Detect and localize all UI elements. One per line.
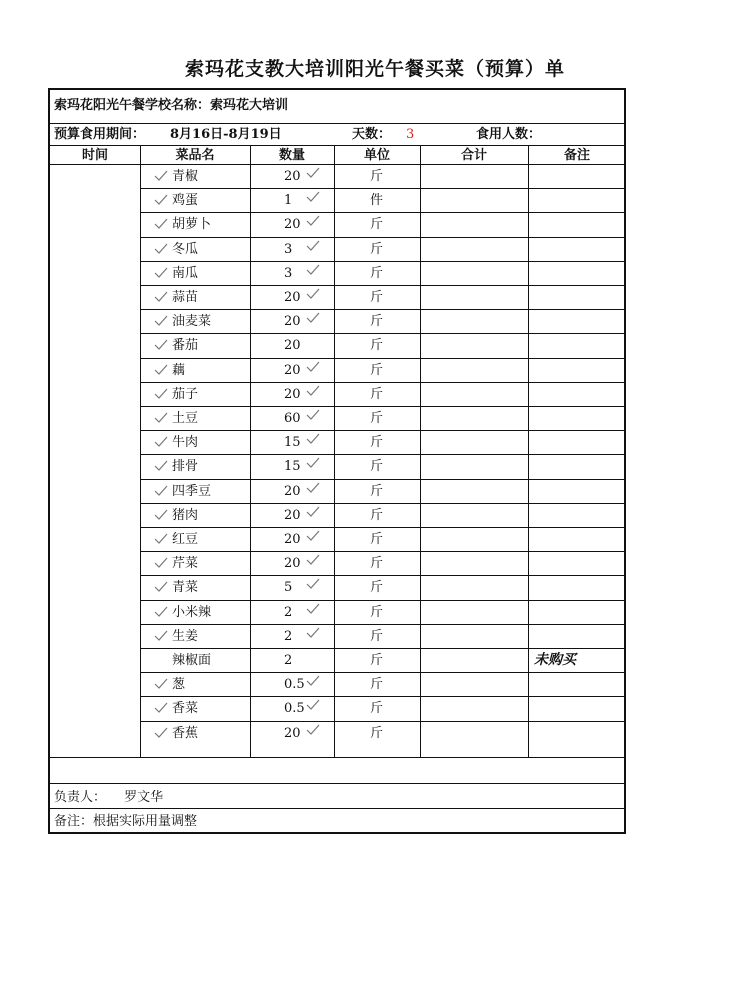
period-row xyxy=(54,127,145,143)
row-line xyxy=(140,382,626,383)
dish-qty: 20 xyxy=(284,338,301,354)
check-mark-icon xyxy=(154,533,168,545)
col-line xyxy=(334,145,335,757)
note-value: 根据实际用量调整 xyxy=(93,814,198,829)
dish-name: 红豆 xyxy=(172,532,199,547)
row-line xyxy=(140,624,626,625)
dish-qty: 20 xyxy=(284,217,301,233)
row-line xyxy=(140,672,626,673)
check-mark-icon xyxy=(154,315,168,327)
divider xyxy=(50,808,626,809)
check-mark-icon xyxy=(306,675,320,687)
row-line xyxy=(140,406,626,407)
note-label: 备注： xyxy=(54,814,94,829)
dish-unit: 斤 xyxy=(370,169,384,184)
dish-remark: 未购买 xyxy=(534,652,576,668)
dish-qty: 20 xyxy=(284,507,301,523)
dish-name: 香蕉 xyxy=(172,725,199,741)
budget-sheet xyxy=(48,88,626,834)
dish-unit: 斤 xyxy=(370,362,384,378)
dish-name: 小米辣 xyxy=(172,604,212,620)
note-row xyxy=(54,814,197,830)
header-total: 合计 xyxy=(460,148,487,163)
check-mark-icon xyxy=(306,724,320,736)
dish-qty: 60 xyxy=(284,411,301,426)
check-mark-icon xyxy=(154,727,168,739)
check-mark-icon xyxy=(306,482,320,494)
dish-qty: 0.5 xyxy=(284,677,305,693)
days-label: 天数： xyxy=(352,127,392,142)
check-mark-icon xyxy=(306,627,320,639)
dish-unit: 斤 xyxy=(370,386,384,402)
dish-qty: 1 xyxy=(284,193,293,209)
dish-unit: 斤 xyxy=(370,604,384,620)
dish-unit: 斤 xyxy=(370,314,384,330)
row-line xyxy=(140,333,626,334)
dish-name: 青菜 xyxy=(172,580,199,596)
row-line xyxy=(140,575,626,576)
check-mark-icon xyxy=(306,288,320,300)
check-mark-icon xyxy=(306,578,320,590)
check-mark-icon xyxy=(306,240,320,252)
dish-qty: 0.5 xyxy=(284,701,305,717)
dish-unit: 斤 xyxy=(370,217,384,233)
row-line xyxy=(140,696,626,697)
responsible-row xyxy=(54,790,163,806)
divider xyxy=(50,783,626,784)
dish-qty: 15 xyxy=(284,459,301,475)
dish-name: 油麦菜 xyxy=(172,314,212,330)
dish-name: 香菜 xyxy=(172,701,199,717)
row-line xyxy=(140,212,626,213)
dish-name: 冬瓜 xyxy=(172,241,199,257)
dish-qty: 2 xyxy=(284,604,293,620)
dish-name: 番茄 xyxy=(172,338,199,354)
row-line xyxy=(140,261,626,262)
check-mark-icon xyxy=(306,385,320,397)
check-mark-icon xyxy=(306,312,320,324)
dish-unit: 斤 xyxy=(370,725,384,741)
check-mark-icon xyxy=(306,191,320,203)
row-line xyxy=(140,600,626,601)
dish-qty: 20 xyxy=(284,290,301,305)
dish-qty: 3 xyxy=(284,265,293,281)
dish-name: 牛肉 xyxy=(172,435,199,451)
dish-unit: 斤 xyxy=(370,435,384,451)
row-line xyxy=(140,479,626,480)
check-mark-icon xyxy=(306,167,320,179)
dish-unit: 斤 xyxy=(370,483,384,499)
check-mark-icon xyxy=(154,630,168,642)
dish-qty: 20 xyxy=(284,169,301,184)
dish-name: 南瓜 xyxy=(172,265,199,281)
days-value: 3 xyxy=(406,127,415,142)
check-mark-icon xyxy=(306,530,320,542)
col-line xyxy=(420,145,421,757)
dish-unit: 斤 xyxy=(370,241,384,257)
dish-unit: 斤 xyxy=(370,701,384,717)
dish-unit: 斤 xyxy=(370,290,384,305)
dish-unit: 斤 xyxy=(370,628,384,644)
check-mark-icon xyxy=(306,554,320,566)
row-line xyxy=(140,648,626,649)
dish-name: 芹菜 xyxy=(172,556,199,572)
check-mark-icon xyxy=(154,194,168,206)
check-mark-icon xyxy=(306,506,320,518)
check-mark-icon xyxy=(154,678,168,690)
check-mark-icon xyxy=(154,702,168,714)
check-mark-icon xyxy=(306,603,320,615)
row-line xyxy=(140,309,626,310)
header-unit: 单位 xyxy=(363,148,390,163)
divider xyxy=(50,145,626,146)
document-title: 索玛花支教大培训阳光午餐买菜（预算）单 xyxy=(184,58,565,80)
check-mark-icon xyxy=(154,170,168,182)
dish-qty: 20 xyxy=(284,556,301,572)
check-mark-icon xyxy=(154,581,168,593)
check-mark-icon xyxy=(154,339,168,351)
dish-name: 藕 xyxy=(172,362,186,378)
check-mark-icon xyxy=(154,436,168,448)
dish-unit: 斤 xyxy=(370,580,384,596)
responsible-value: 罗文华 xyxy=(124,790,164,805)
dish-qty: 20 xyxy=(284,483,301,499)
check-mark-icon xyxy=(154,460,168,472)
dish-name: 茄子 xyxy=(172,386,199,402)
dish-name: 生姜 xyxy=(172,628,199,644)
row-line xyxy=(140,503,626,504)
dish-unit: 斤 xyxy=(370,556,384,572)
dish-name: 葱 xyxy=(172,677,186,693)
dish-unit: 斤 xyxy=(370,338,384,354)
dish-qty: 5 xyxy=(284,580,293,596)
header-qty: 数量 xyxy=(278,148,305,163)
header-dish: 菜品名 xyxy=(175,148,215,163)
dish-qty: 20 xyxy=(284,386,301,402)
school-value: 索玛花大培训 xyxy=(210,98,289,113)
row-line xyxy=(140,237,626,238)
row-line xyxy=(140,430,626,431)
school-row xyxy=(54,98,288,114)
dish-unit: 斤 xyxy=(370,507,384,523)
row-line xyxy=(140,721,626,722)
check-mark-icon xyxy=(306,699,320,711)
check-mark-icon xyxy=(154,267,168,279)
dish-qty: 20 xyxy=(284,362,301,378)
check-mark-icon xyxy=(306,409,320,421)
row-line xyxy=(140,454,626,455)
dish-unit: 斤 xyxy=(370,653,384,668)
check-mark-icon xyxy=(154,509,168,521)
dish-name: 鸡蛋 xyxy=(172,193,199,209)
dish-qty: 20 xyxy=(284,725,301,741)
dish-name: 辣椒面 xyxy=(172,653,212,668)
check-mark-icon xyxy=(306,457,320,469)
check-mark-icon xyxy=(154,485,168,497)
period-label: 预算食用期间： xyxy=(54,127,146,142)
divider xyxy=(50,123,626,124)
row-line xyxy=(140,358,626,359)
dish-name: 四季豆 xyxy=(172,483,212,499)
col-line xyxy=(140,145,141,757)
col-line xyxy=(250,145,251,757)
row-line xyxy=(140,285,626,286)
check-mark-icon xyxy=(306,264,320,276)
check-mark-icon xyxy=(154,606,168,618)
check-mark-icon xyxy=(154,364,168,376)
dish-qty: 3 xyxy=(284,241,293,257)
check-mark-icon xyxy=(306,215,320,227)
check-mark-icon xyxy=(154,218,168,230)
dish-unit: 件 xyxy=(370,193,384,209)
dish-qty: 2 xyxy=(284,653,293,668)
divider xyxy=(50,164,626,165)
header-remark: 备注 xyxy=(563,148,590,163)
row-line xyxy=(140,527,626,528)
dish-qty: 20 xyxy=(284,314,301,330)
period-value: 8月16日-8月19日 xyxy=(170,127,282,142)
dish-name: 排骨 xyxy=(172,459,199,475)
dish-name: 蒜苗 xyxy=(172,290,199,305)
dish-qty: 15 xyxy=(284,435,301,451)
responsible-label: 负责人： xyxy=(54,790,107,805)
dish-qty: 20 xyxy=(284,532,301,547)
dish-unit: 斤 xyxy=(370,265,384,281)
dish-unit: 斤 xyxy=(370,411,384,426)
check-mark-icon xyxy=(154,388,168,400)
check-mark-icon xyxy=(154,557,168,569)
dish-qty: 2 xyxy=(284,628,293,644)
school-label: 索玛花阳光午餐学校名称： xyxy=(54,98,211,113)
dish-name: 青椒 xyxy=(172,169,199,184)
dish-name: 土豆 xyxy=(172,411,199,426)
dish-unit: 斤 xyxy=(370,459,384,475)
dish-name: 猪肉 xyxy=(172,507,199,523)
check-mark-icon xyxy=(306,361,320,373)
dish-name: 胡萝卜 xyxy=(172,217,212,233)
check-mark-icon xyxy=(154,291,168,303)
dish-unit: 斤 xyxy=(370,532,384,547)
col-line xyxy=(528,145,529,757)
divider xyxy=(50,757,626,758)
row-line xyxy=(140,188,626,189)
check-mark-icon xyxy=(154,412,168,424)
dish-unit: 斤 xyxy=(370,677,384,693)
check-mark-icon xyxy=(306,433,320,445)
header-time: 时间 xyxy=(81,148,108,163)
check-mark-icon xyxy=(154,243,168,255)
people-label: 食用人数： xyxy=(476,127,542,142)
row-line xyxy=(140,551,626,552)
